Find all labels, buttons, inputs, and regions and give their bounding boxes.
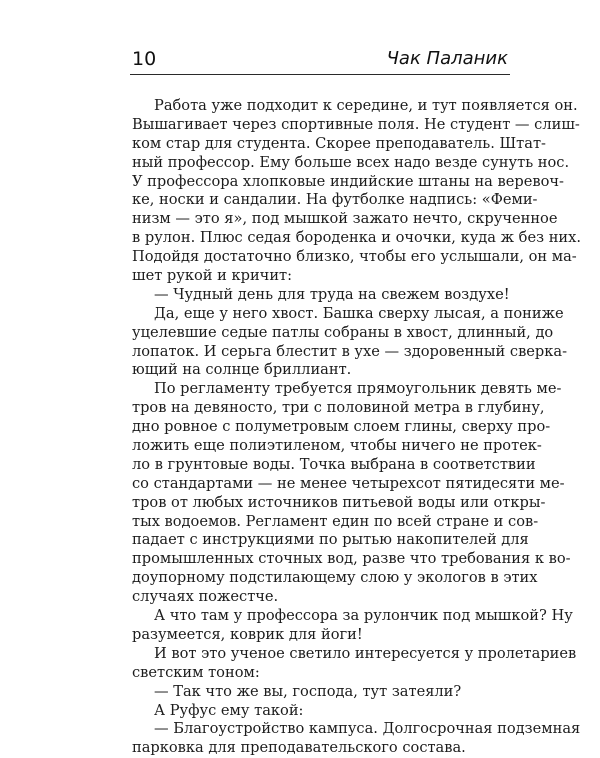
text-line: Подойдя достаточно близко, чтобы его услышали, он ма- bbox=[132, 248, 577, 266]
body-text bbox=[132, 97, 582, 758]
text-line: дно ровное с полуметровым слоем глины, сверху про- bbox=[132, 418, 551, 436]
text-line: падает с инструкциями по рытью накопителей для bbox=[132, 531, 529, 549]
text-line: ком стар для студента. Скорее преподаватель. Штат- bbox=[132, 134, 546, 152]
text-line: ло в грунтовые воды. Точка выбрана в соответствии bbox=[132, 455, 536, 473]
text-line: А что там у профессора за рулончик под мышкой? Ну bbox=[154, 607, 573, 625]
text-line: По регламенту требуется прямоугольник девять ме- bbox=[154, 380, 562, 398]
text-line: тых водоемов. Регламент един по всей стране и сов- bbox=[132, 512, 539, 530]
text-line: У профессора хлопковые индийские штаны на веревоч- bbox=[132, 172, 564, 190]
text-line: ложить еще полиэтиленом, чтобы ничего не протек- bbox=[132, 437, 542, 455]
text-line: случаях пожестче. bbox=[132, 588, 279, 606]
running-head-author: Чак Паланик bbox=[386, 48, 508, 69]
text-line: Вышагивает через спортивные поля. Не студент — слиш- bbox=[132, 115, 580, 133]
text-line: разумеется, коврик для йоги! bbox=[132, 625, 363, 643]
text-line: доупорному подстилающему слою у экологов в этих bbox=[132, 569, 538, 587]
text-line: Работа уже подходит к середине, и тут появляется он. bbox=[154, 97, 578, 114]
text-line: лопаток. И серьга блестит в ухе — здоровенный сверка- bbox=[132, 342, 568, 360]
text-line: ный профессор. Ему больше всех надо везде сунуть нос. bbox=[132, 153, 570, 171]
text-line: ющий на солнце бриллиант. bbox=[132, 361, 352, 379]
text-line: низм — это я», под мышкой зажато нечто, скрученное bbox=[132, 210, 558, 228]
text-line: А Руфус ему такой: bbox=[154, 701, 304, 719]
text-line: тров на девяносто, три с половиной метра в глубину, bbox=[132, 399, 545, 417]
text-line: тров от любых источников питьевой воды или откры- bbox=[132, 493, 546, 511]
text-line: уцелевшие седые патлы собраны в хвост, длинный, до bbox=[132, 323, 554, 341]
text-line: Да, еще у него хвост. Башка сверху лысая, а пониже bbox=[154, 304, 564, 322]
text-line: ке, носки и сандалии. На футболке надпись: «Феми- bbox=[132, 191, 538, 209]
text-line: — Чудный день для труда на свежем воздухе! bbox=[154, 285, 510, 303]
page-number: 10 bbox=[132, 48, 157, 70]
text-line: в рулон. Плюс седая бороденка и очочки, куда ж без них. bbox=[132, 229, 582, 247]
text-line: парковка для преподавательского состава. bbox=[132, 739, 466, 757]
text-line: шет рукой и кричит: bbox=[132, 267, 293, 285]
page-header bbox=[130, 44, 510, 75]
text-line: И вот это ученое светило интересуется у пролетариев bbox=[154, 644, 577, 662]
text-line: — Благоустройство кампуса. Долгосрочная подземная bbox=[154, 720, 581, 738]
text-line: светским тоном: bbox=[132, 663, 260, 681]
text-line: со стандартами — не менее четырехсот пятидесяти ме- bbox=[132, 474, 565, 492]
text-line: — Так что же вы, господа, тут затеяли? bbox=[154, 682, 462, 700]
text-line: промышленных сточных вод, разве что требования к во- bbox=[132, 550, 571, 568]
